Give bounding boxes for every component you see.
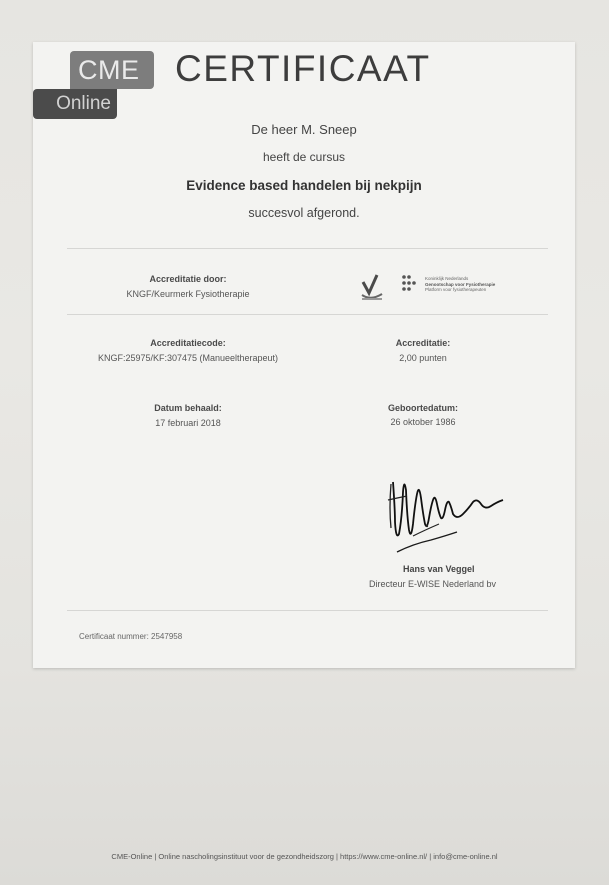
kngf-line-2: Genootschap voor Fysiotherapie bbox=[425, 281, 496, 287]
recipient-name: De heer M. Sneep bbox=[251, 122, 357, 137]
certificate-number: Certificaat nummer: 2547958 bbox=[79, 632, 183, 641]
kngf-logo-text bbox=[425, 276, 495, 293]
kngf-line-3: Platform voor fysiotherapeuten bbox=[425, 287, 487, 292]
divider bbox=[67, 314, 548, 315]
logo-online-text: Online bbox=[33, 89, 117, 119]
birth-date-value: 26 oktober 1986 bbox=[390, 417, 456, 427]
certificate-sheet bbox=[33, 42, 575, 668]
footer-text: CME-Online | Online nascholingsinstituut voor de gezondheidszorg | https://www.cme-online.nl/ | info@cme-online.nl bbox=[111, 852, 498, 861]
date-obtained-value: 17 februari 2018 bbox=[155, 418, 221, 428]
signatory-role: Directeur E-WISE Nederland bv bbox=[369, 579, 497, 589]
signatory-name: Hans van Veggel bbox=[403, 564, 475, 574]
divider bbox=[67, 248, 548, 249]
certificate-title: CERTIFICAAT bbox=[175, 48, 431, 89]
accreditation-code-value: KNGF:25975/KF:307475 (Manueeltherapeut) bbox=[97, 353, 279, 363]
has-followed-text: heeft de cursus bbox=[262, 150, 346, 164]
completed-text: succesvol afgerond. bbox=[248, 206, 360, 220]
signature-icon bbox=[373, 460, 523, 560]
kngf-line-1: Koninklijk Nederlands bbox=[425, 276, 469, 281]
accreditation-value: 2,00 punten bbox=[399, 353, 447, 363]
cme-online-logo bbox=[33, 42, 153, 120]
accreditation-by-value: KNGF/Keurmerk Fysiotherapie bbox=[126, 289, 250, 299]
accreditation-label: Accreditatie: bbox=[395, 338, 451, 348]
course-title: Evidence based handelen bij nekpijn bbox=[186, 178, 422, 193]
accreditation-by-label: Accreditatie door: bbox=[149, 274, 227, 284]
accreditation-code-label: Accreditatiecode: bbox=[150, 338, 226, 348]
birth-date-label: Geboortedatum: bbox=[387, 403, 458, 413]
divider bbox=[67, 610, 548, 611]
logo-cme-text: CME bbox=[70, 51, 154, 89]
date-obtained-label: Datum behaald: bbox=[154, 403, 222, 413]
